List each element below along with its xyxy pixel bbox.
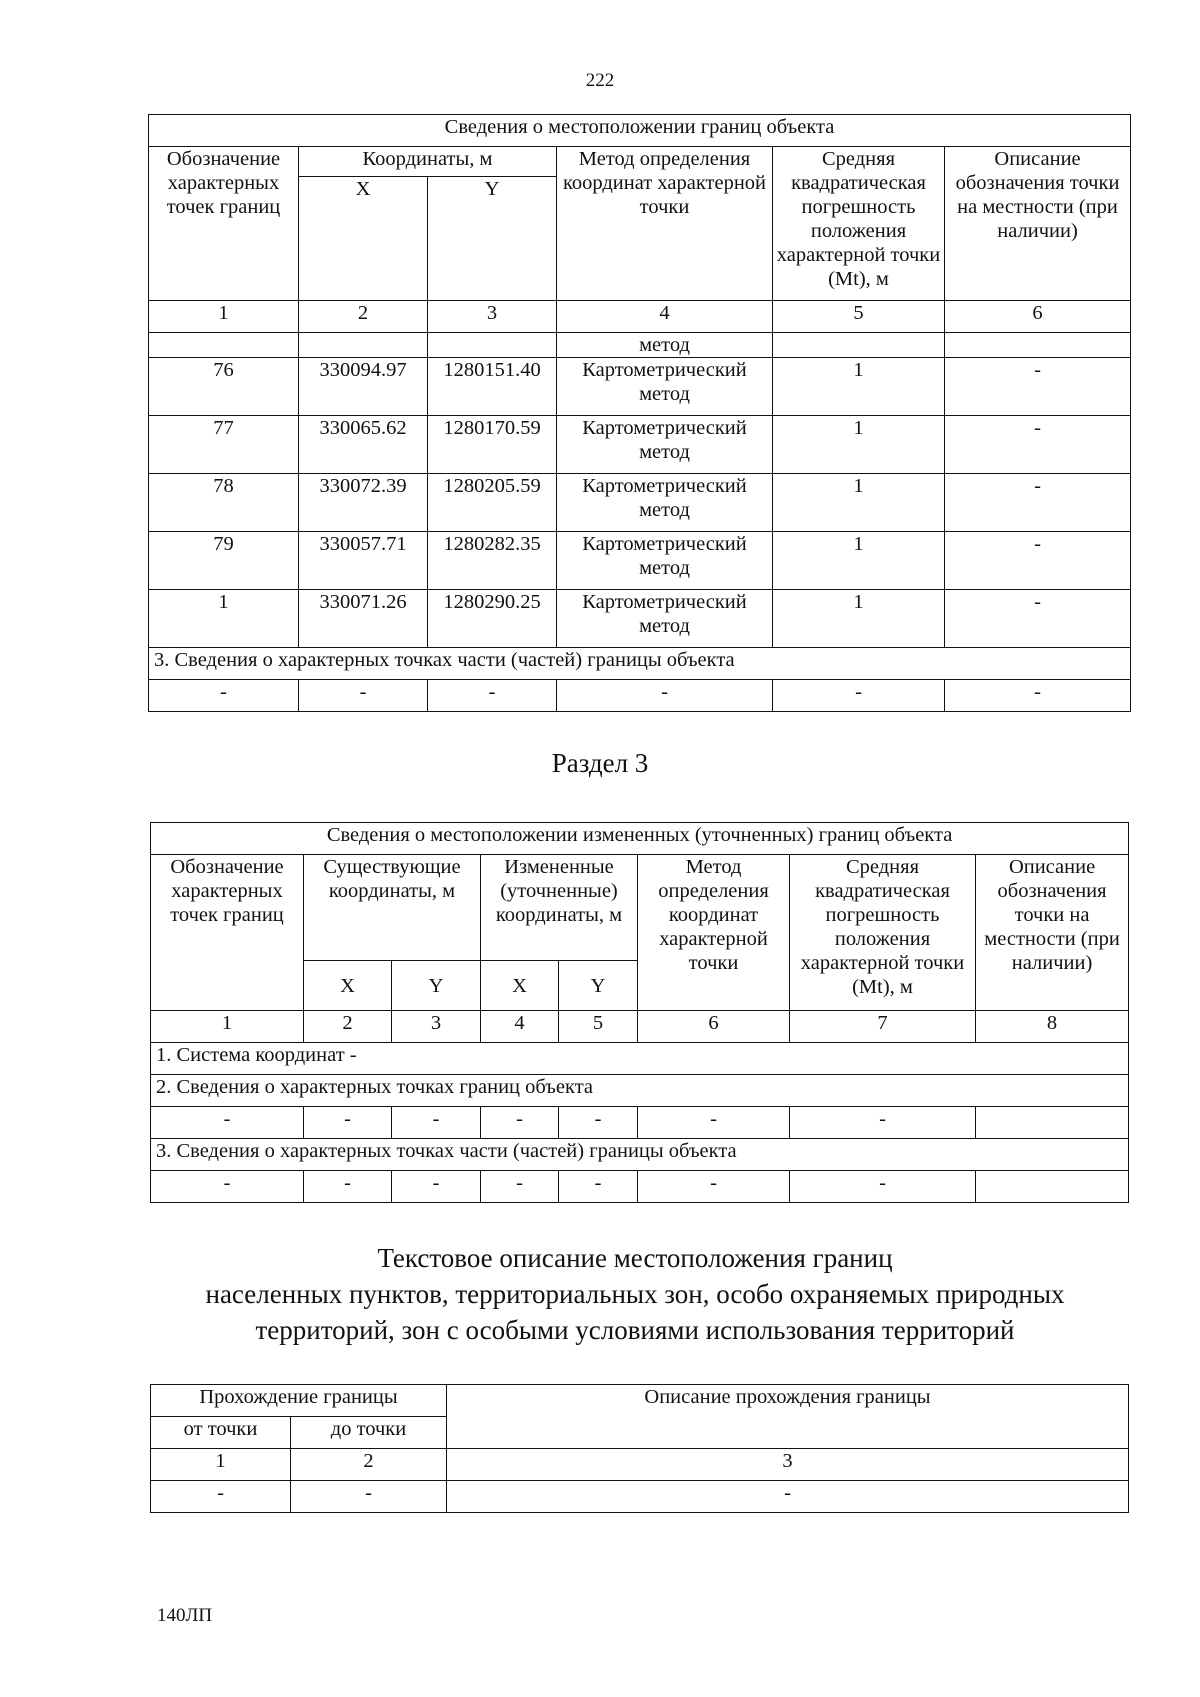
cell-empty: - <box>392 1107 481 1139</box>
cell-empty: - <box>428 680 557 712</box>
col-number: 2 <box>299 301 428 333</box>
col-number: 3 <box>447 1449 1129 1481</box>
cell-error: 1 <box>773 532 945 590</box>
cell-error: 1 <box>773 358 945 416</box>
heading-line: Текстовое описание местоположения границ <box>377 1243 893 1273</box>
cell-x: 330071.26 <box>299 590 428 648</box>
header-coords: Координаты, м <box>299 147 557 177</box>
cell-empty: - <box>638 1171 790 1203</box>
cell-empty: - <box>945 680 1131 712</box>
cell-empty: - <box>447 1481 1129 1513</box>
heading-line: территорий, зон с особыми условиями использования территорий <box>255 1315 1015 1345</box>
col-number: 1 <box>151 1011 304 1043</box>
cell-empty: - <box>392 1171 481 1203</box>
col-number: 2 <box>291 1449 447 1481</box>
cell-error: 1 <box>773 416 945 474</box>
cell-desc: - <box>945 416 1131 474</box>
cell-empty: - <box>304 1171 392 1203</box>
cell-empty: - <box>557 680 773 712</box>
header-error: Средняя квадратическая погрешность положения характерной точки (Mt), м <box>790 855 976 1011</box>
page-number: 222 <box>585 70 615 91</box>
col-number: 5 <box>559 1011 638 1043</box>
table-row <box>151 1171 1129 1203</box>
cell-method: Картометрический метод <box>557 474 773 532</box>
cell-x: 330057.71 <box>299 532 428 590</box>
table-row <box>151 1107 1129 1139</box>
heading-line: населенных пунктов, территориальных зон, особо охраняемых природных <box>205 1279 1065 1309</box>
cell-point: 79 <box>149 532 299 590</box>
header-x: X <box>304 961 392 1011</box>
section-label: 2. Сведения о характерных точках границ объекта <box>151 1075 1129 1107</box>
text-description-heading <box>120 1240 1150 1348</box>
cell-point: 78 <box>149 474 299 532</box>
cell-empty: - <box>790 1171 976 1203</box>
boundary-passage-table <box>150 1384 1129 1513</box>
col-number: 4 <box>557 301 773 333</box>
cell-empty: - <box>481 1107 559 1139</box>
table-title: Сведения о местоположении измененных (уточненных) границ объекта <box>151 823 1129 855</box>
header-y: Y <box>559 961 638 1011</box>
cell-desc: - <box>945 590 1131 648</box>
cell-method: Картометрический метод <box>557 416 773 474</box>
header-from: от точки <box>151 1417 291 1449</box>
cell-empty: - <box>149 680 299 712</box>
table-row <box>149 590 1131 648</box>
cell-desc: - <box>945 358 1131 416</box>
cell-y: 1280170.59 <box>428 416 557 474</box>
header-y: Y <box>392 961 481 1011</box>
cell-empty: - <box>773 680 945 712</box>
section-label: 3. Сведения о характерных точках части (частей) границы объекта <box>149 648 1131 680</box>
header-description: Описание обозначения точки на местности (при наличии) <box>976 855 1129 1011</box>
header-description: Описание обозначения точки на местности (при наличии) <box>945 147 1131 301</box>
table-row <box>149 532 1131 590</box>
header-x: X <box>299 177 428 301</box>
cell-desc: - <box>945 532 1131 590</box>
cell-y: 1280205.59 <box>428 474 557 532</box>
cell-empty: - <box>151 1107 304 1139</box>
header-point: Обозначение характерных точек границ <box>151 855 304 1011</box>
table-row <box>149 358 1131 416</box>
cell-empty: - <box>638 1107 790 1139</box>
cell-error: 1 <box>773 590 945 648</box>
col-number: 1 <box>149 301 299 333</box>
header-point: Обозначение характерных точек границ <box>149 147 299 301</box>
section-label: 3. Сведения о характерных точках части (частей) границы объекта <box>151 1139 1129 1171</box>
header-changed: Измененные (уточненные) координаты, м <box>481 855 638 961</box>
cell-empty: - <box>299 680 428 712</box>
table-row <box>151 1481 1129 1513</box>
table-row <box>149 474 1131 532</box>
boundary-location-table <box>148 114 1131 712</box>
cell-empty <box>976 1107 1129 1139</box>
cell-desc: - <box>945 474 1131 532</box>
cell-empty: - <box>559 1171 638 1203</box>
cell-y: 1280290.25 <box>428 590 557 648</box>
footer-code: 140ЛП <box>157 1605 213 1626</box>
col-number: 7 <box>790 1011 976 1043</box>
header-existing: Существующие координаты, м <box>304 855 481 961</box>
cell-empty <box>976 1171 1129 1203</box>
cell-y: 1280151.40 <box>428 358 557 416</box>
cell-error: 1 <box>773 474 945 532</box>
col-number: 5 <box>773 301 945 333</box>
header-method: Метод определения координат характерной точки <box>557 147 773 301</box>
cell-method: Картометрический метод <box>557 532 773 590</box>
col-number: 3 <box>428 301 557 333</box>
cell-empty: - <box>151 1171 304 1203</box>
col-number: 1 <box>151 1449 291 1481</box>
cell-empty: - <box>559 1107 638 1139</box>
table-row <box>149 416 1131 474</box>
cell-empty: - <box>304 1107 392 1139</box>
header-error: Средняя квадратическая погрешность положения характерной точки (Mt), м <box>773 147 945 301</box>
cell-empty: - <box>481 1171 559 1203</box>
changed-boundary-table <box>150 822 1129 1203</box>
cell-x: 330094.97 <box>299 358 428 416</box>
col-number: 2 <box>304 1011 392 1043</box>
header-y: Y <box>428 177 557 301</box>
header-description: Описание прохождения границы <box>447 1385 1129 1449</box>
header-passage: Прохождение границы <box>151 1385 447 1417</box>
cell-y: 1280282.35 <box>428 532 557 590</box>
cell-empty: - <box>790 1107 976 1139</box>
section-title: Раздел 3 <box>551 748 649 778</box>
header-x: X <box>481 961 559 1011</box>
col-number: 4 <box>481 1011 559 1043</box>
table-row <box>149 680 1131 712</box>
col-number: 6 <box>945 301 1131 333</box>
cell-point: 1 <box>149 590 299 648</box>
table-title: Сведения о местоположении границ объекта <box>149 115 1131 147</box>
header-to: до точки <box>291 1417 447 1449</box>
cell-empty: - <box>151 1481 291 1513</box>
section-label: 1. Система координат - <box>151 1043 1129 1075</box>
cell-point: 77 <box>149 416 299 474</box>
cell-point: 76 <box>149 358 299 416</box>
cell-x: 330072.39 <box>299 474 428 532</box>
cell-x: 330065.62 <box>299 416 428 474</box>
cell-method: Картометрический метод <box>557 358 773 416</box>
header-method: Метод определения координат характерной точки <box>638 855 790 1011</box>
cell-empty: - <box>291 1481 447 1513</box>
continuation-text: метод <box>557 333 773 358</box>
cell-method: Картометрический метод <box>557 590 773 648</box>
col-number: 3 <box>392 1011 481 1043</box>
col-number: 6 <box>638 1011 790 1043</box>
col-number: 8 <box>976 1011 1129 1043</box>
